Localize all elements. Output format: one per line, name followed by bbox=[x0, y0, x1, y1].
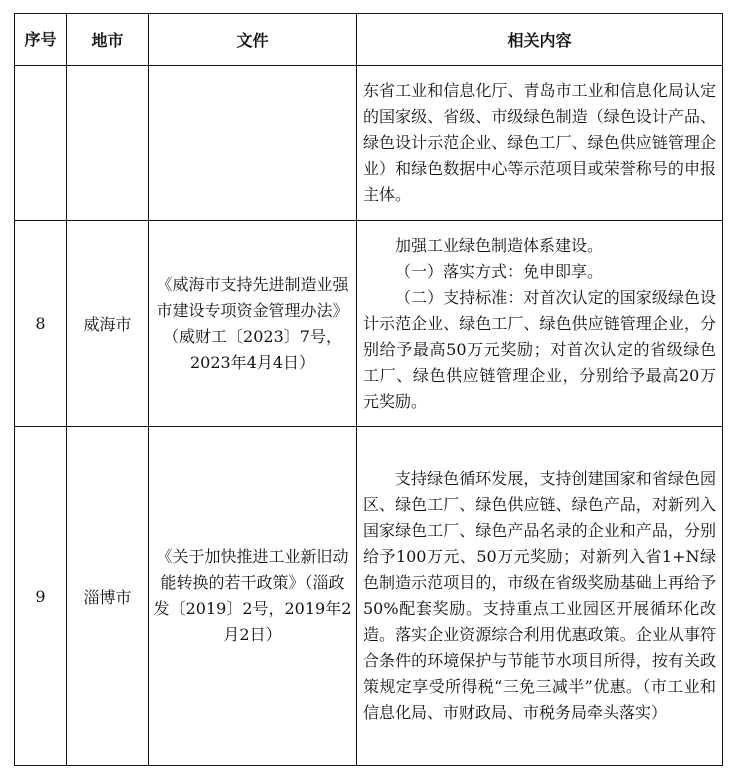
table-header-row bbox=[15, 14, 723, 66]
header-city: 地市 bbox=[67, 14, 149, 66]
row-content bbox=[357, 66, 723, 221]
table-row bbox=[15, 66, 723, 221]
header-file: 文件 bbox=[149, 14, 357, 66]
table-row bbox=[15, 427, 723, 766]
row-city bbox=[67, 66, 149, 221]
row-content bbox=[357, 427, 723, 766]
content-paragraph: 支持绿色循环发展，支持创建国家和省绿色园区、绿色工厂、绿色供应链、绿色产品，对新列入国家绿色工厂、绿色产品名录的企业和产品，分别给予100万元、50万元奖励；对新列入省1+N绿色制造示范项目的，市级在省级奖励基础上再给予50%配套奖励。支持重点工业园区开展循环化改造。落实企业资源综合利用优惠政策。企业从事符合条件的环境保护与节能节水项目所得，按有关政策规定享受所得税“三免三减半”优惠。（市工业和信息化局、市财政局、市税务局牵头落实） bbox=[363, 469, 716, 722]
policy-table bbox=[14, 13, 723, 766]
row-file: 《威海市支持先进制造业强市建设专项资金管理办法》（威财工〔2023〕7号，2023年4月4日） bbox=[149, 221, 357, 427]
row-file bbox=[149, 66, 357, 221]
row-number: 9 bbox=[15, 427, 67, 766]
row-city: 淄博市 bbox=[67, 427, 149, 766]
header-seq: 序号 bbox=[15, 14, 67, 66]
table-row bbox=[15, 221, 723, 427]
row-number: 8 bbox=[15, 221, 67, 427]
row-number bbox=[15, 66, 67, 221]
content-paragraph: 加强工业绿色制造体系建设。 bbox=[395, 235, 604, 255]
header-content: 相关内容 bbox=[357, 14, 723, 66]
content-paragraph: （二）支持标准：对首次认定的国家级绿色设计示范企业、绿色工厂、绿色供应链管理企业，分别给予最高50万元奖励；对首次认定的省级绿色工厂、绿色供应链管理企业，分别给予最高20万元奖励。 bbox=[363, 287, 716, 411]
content-paragraph: 东省工业和信息化厅、青岛市工业和信息化局认定的国家级、省级、市级绿色制造（绿色设计产品、绿色设计示范企业、绿色工厂、绿色供应链管理企业）和绿色数据中心等示范项目或荣誉称号的申报主体。 bbox=[363, 81, 716, 204]
row-city: 威海市 bbox=[67, 221, 149, 427]
row-content bbox=[357, 221, 723, 427]
row-file: 《关于加快推进工业新旧动能转换的若干政策》（淄政发〔2019〕2号，2019年2月2日） bbox=[149, 427, 357, 766]
content-paragraph: （一）落实方式：免申即享。 bbox=[395, 261, 604, 281]
